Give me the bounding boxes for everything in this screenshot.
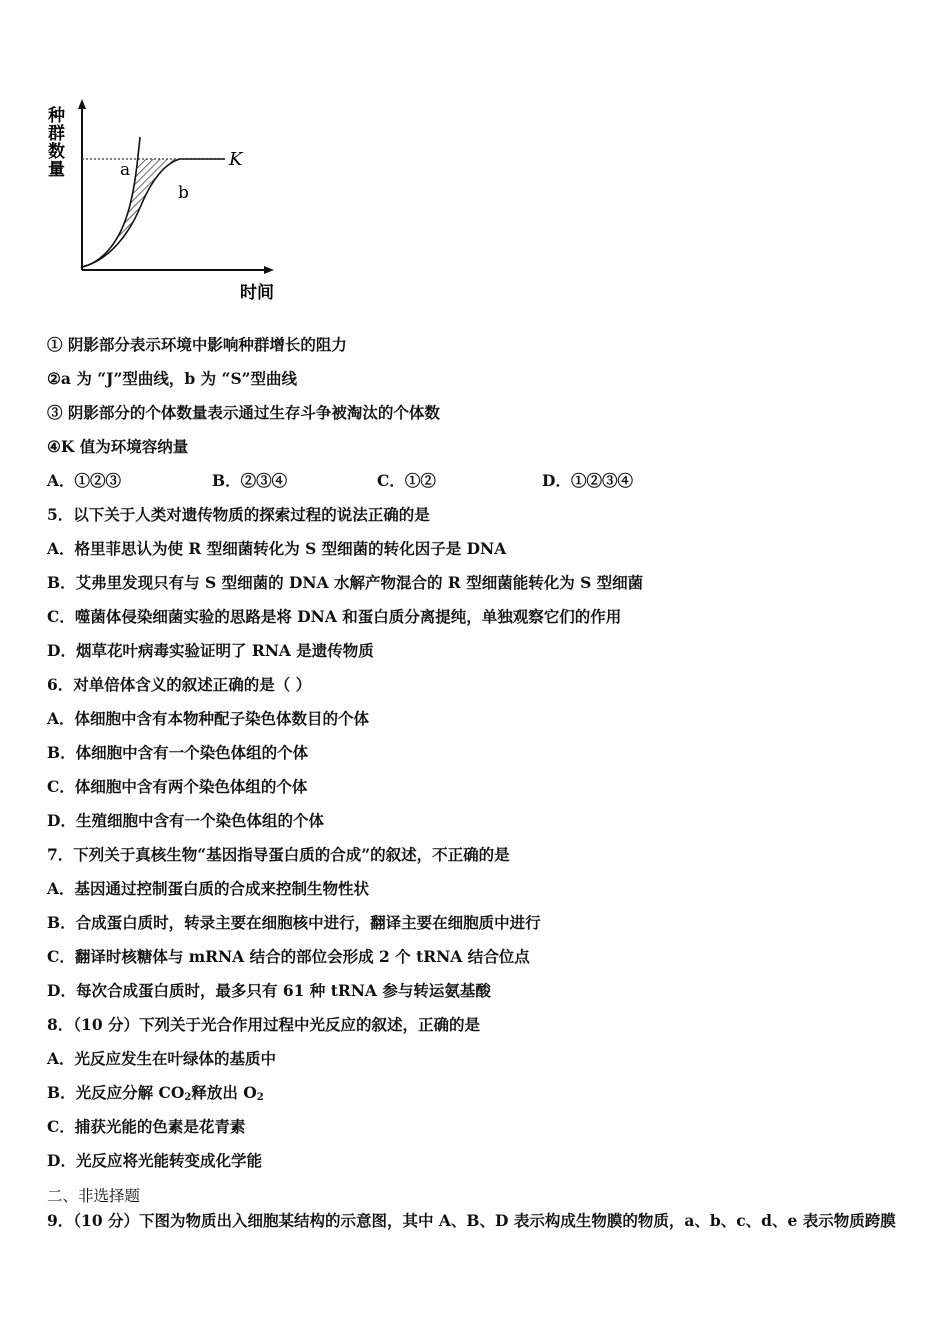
q4-option-d[interactable]: D．①②③④ <box>542 471 633 490</box>
q4-statement-4: ④K 值为环境容纳量 <box>47 437 189 456</box>
q7-option-b[interactable]: B．合成蛋白质时，转录主要在细胞核中进行，翻译主要在细胞质中进行 <box>47 913 541 932</box>
q8-option-b-mid: 释放出 O <box>191 1083 257 1102</box>
q8-option-b-sub2: 2 <box>256 1092 264 1103</box>
q6-option-d[interactable]: D．生殖细胞中含有一个染色体组的个体 <box>47 811 324 830</box>
q8-option-b-pre: B．光反应分解 CO <box>47 1083 185 1102</box>
q5-option-c[interactable]: C．噬菌体侵染细菌实验的思路是将 DNA 和蛋白质分离提纯，单独观察它们的作用 <box>47 607 622 626</box>
q6-option-b[interactable]: B．体细胞中含有一个染色体组的个体 <box>47 743 309 762</box>
q8-option-b-sub1: 2 <box>184 1092 192 1103</box>
q4-option-a[interactable]: A．①②③ <box>47 471 122 490</box>
shaded-region <box>82 159 180 267</box>
population-growth-figure <box>40 95 300 310</box>
j-curve <box>82 137 140 267</box>
q6-stem: 6．对单倍体含义的叙述正确的是（ ） <box>47 675 312 694</box>
q4-option-c[interactable]: C．①② <box>377 471 436 490</box>
curve-a-label: a <box>120 160 131 180</box>
q7-option-c[interactable]: C．翻译时核糖体与 mRNA 结合的部位会形成 2 个 tRNA 结合位点 <box>47 947 530 966</box>
q5-option-a[interactable]: A．格里菲思认为使 R 型细菌转化为 S 型细菌的转化因子是 DNA <box>47 539 507 558</box>
k-label: K <box>229 149 243 170</box>
q7-option-d[interactable]: D．每次合成蛋白质时，最多只有 61 种 tRNA 参与转运氨基酸 <box>47 981 491 1000</box>
y-axis-arrow <box>78 99 86 109</box>
y-axis-label-4: 量 <box>48 160 65 180</box>
curve-b-label: b <box>178 183 189 203</box>
q5-stem: 5．以下关于人类对遗传物质的探索过程的说法正确的是 <box>47 505 430 524</box>
q7-stem: 7．下列关于真核生物“基因指导蛋白质的合成”的叙述，不正确的是 <box>47 845 510 864</box>
q5-option-d[interactable]: D．烟草花叶病毒实验证明了 RNA 是遗传物质 <box>47 641 374 660</box>
q4-statement-3: ③ 阴影部分的个体数量表示通过生存斗争被淘汰的个体数 <box>47 403 440 422</box>
population-growth-graph <box>40 95 300 310</box>
q9-stem: 9．（10 分）下图为物质出入细胞某结构的示意图，其中 A、B、D 表示构成生物膜的物质，a、b、c、d、e 表示物质跨膜 <box>47 1211 896 1230</box>
section-2-heading: 二、非选择题 <box>47 1187 141 1205</box>
q4-statement-1: ① 阴影部分表示环境中影响种群增长的阻力 <box>47 335 347 354</box>
y-axis-label-3: 数 <box>48 142 65 162</box>
q8-option-b[interactable] <box>47 1083 264 1108</box>
y-axis-label-1: 种 <box>48 106 65 126</box>
q6-option-a[interactable]: A．体细胞中含有本物种配子染色体数目的个体 <box>47 709 370 728</box>
q5-option-b[interactable]: B．艾弗里发现只有与 S 型细菌的 DNA 水解产物混合的 R 型细菌能转化为 S 型细菌 <box>47 573 644 592</box>
q8-option-a[interactable]: A．光反应发生在叶绿体的基质中 <box>47 1049 277 1068</box>
q4-option-b[interactable]: B．②③④ <box>212 471 288 490</box>
q7-option-a[interactable]: A．基因通过控制蛋白质的合成来控制生物性状 <box>47 879 370 898</box>
x-axis-arrow <box>264 266 274 274</box>
q8-option-c[interactable]: C．捕获光能的色素是花青素 <box>47 1117 246 1136</box>
x-axis-label: 时间 <box>240 283 274 303</box>
q6-option-c[interactable]: C．体细胞中含有两个染色体组的个体 <box>47 777 308 796</box>
q8-option-d[interactable]: D．光反应将光能转变成化学能 <box>47 1151 262 1170</box>
q8-stem: 8．（10 分）下列关于光合作用过程中光反应的叙述，正确的是 <box>47 1015 481 1034</box>
y-axis-label-2: 群 <box>48 124 65 144</box>
q4-statement-2: ②a 为 “J”型曲线，b 为 “S”型曲线 <box>47 369 298 388</box>
